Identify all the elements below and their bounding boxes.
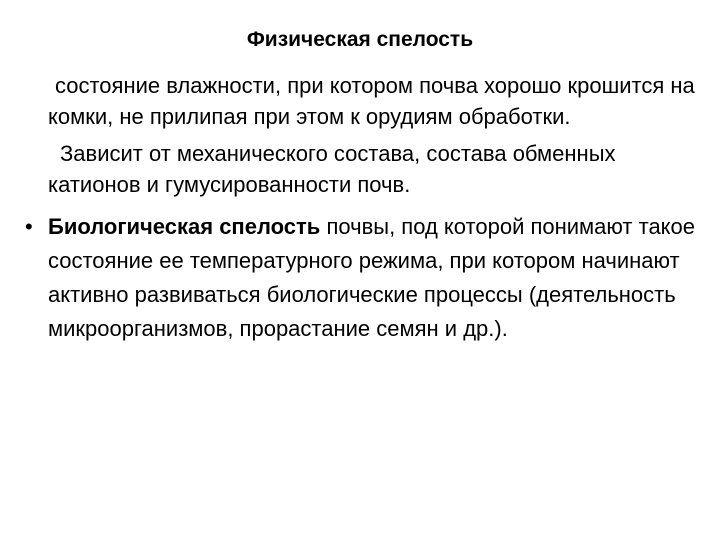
paragraph-physical-ripeness-definition: состояние влажности, при котором почва хорошо крошится на комки, не прилипая при этом к орудиям обработки. [48,73,695,129]
paragraph-dependency: Зависит от механического состава, состава обменных катионов и гумусированности почв. [48,141,616,197]
biological-ripeness-definition: почвы, под которой понимают такое состояние ее температурного режима, при котором начинают активно развиваться биологические процессы (деятельность микроорганизмов, прорастание семян и др.). [48,214,696,341]
bullet-biological-ripeness [25,210,698,346]
slide-title: Физическая спелость [246,28,474,51]
bullet-marker: • [25,214,33,239]
slide-body [25,70,698,346]
biological-ripeness-term: Биологическая спелость [48,214,321,239]
